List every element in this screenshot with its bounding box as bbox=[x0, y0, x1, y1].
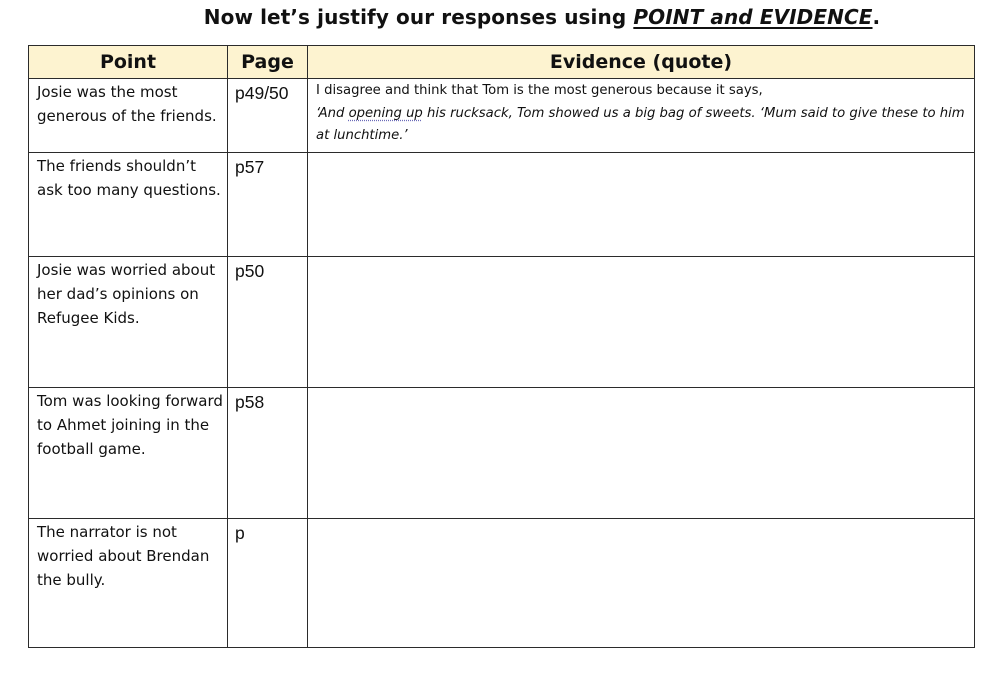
grammar-check-squiggle: opening up bbox=[348, 105, 423, 121]
evidence-cell[interactable] bbox=[308, 257, 975, 388]
title-emphasis: POINT and EVIDENCE bbox=[633, 5, 873, 29]
point-cell[interactable]: The narrator is not worried about Brendan the bully. bbox=[29, 519, 228, 648]
evidence-cell[interactable] bbox=[308, 153, 975, 257]
evidence-quote-start: ‘And bbox=[316, 105, 349, 121]
evidence-cell[interactable] bbox=[308, 79, 975, 153]
title-suffix: . bbox=[872, 5, 881, 29]
point-cell[interactable]: Josie was worried about her dad’s opinions on Refugee Kids. bbox=[29, 257, 228, 388]
table-row bbox=[29, 388, 975, 519]
evidence-quote bbox=[316, 103, 968, 148]
point-cell[interactable]: Josie was the most generous of the friends. bbox=[29, 79, 228, 153]
table-row bbox=[29, 153, 975, 257]
point-cell[interactable]: Tom was looking forward to Ahmet joining in the football game. bbox=[29, 388, 228, 519]
table-row bbox=[29, 257, 975, 388]
table-row bbox=[29, 79, 975, 153]
evidence-quote-end: his rucksack, Tom showed us a big bag of sweets. ‘Mum said to give these to him at lunchtime.’ bbox=[316, 105, 965, 143]
evidence-intro: I disagree and think that Tom is the most generous because it says, bbox=[316, 83, 763, 98]
table-row bbox=[29, 519, 975, 648]
page-cell[interactable]: p49/50 bbox=[228, 79, 308, 153]
page-cell[interactable]: p bbox=[228, 519, 308, 648]
header-page: Page bbox=[228, 46, 308, 79]
page-cell[interactable]: p50 bbox=[228, 257, 308, 388]
evidence-cell[interactable] bbox=[308, 388, 975, 519]
title-prefix: Now let’s justify our responses using bbox=[203, 5, 634, 29]
table-header-row bbox=[29, 46, 975, 79]
page-title bbox=[0, 5, 1006, 29]
point-evidence-table bbox=[28, 45, 975, 648]
evidence-cell[interactable] bbox=[308, 519, 975, 648]
page-cell[interactable]: p58 bbox=[228, 388, 308, 519]
header-point: Point bbox=[29, 46, 228, 79]
header-evidence: Evidence (quote) bbox=[308, 46, 975, 79]
page-cell[interactable]: p57 bbox=[228, 153, 308, 257]
point-cell[interactable]: The friends shouldn’t ask too many questions. bbox=[29, 153, 228, 257]
